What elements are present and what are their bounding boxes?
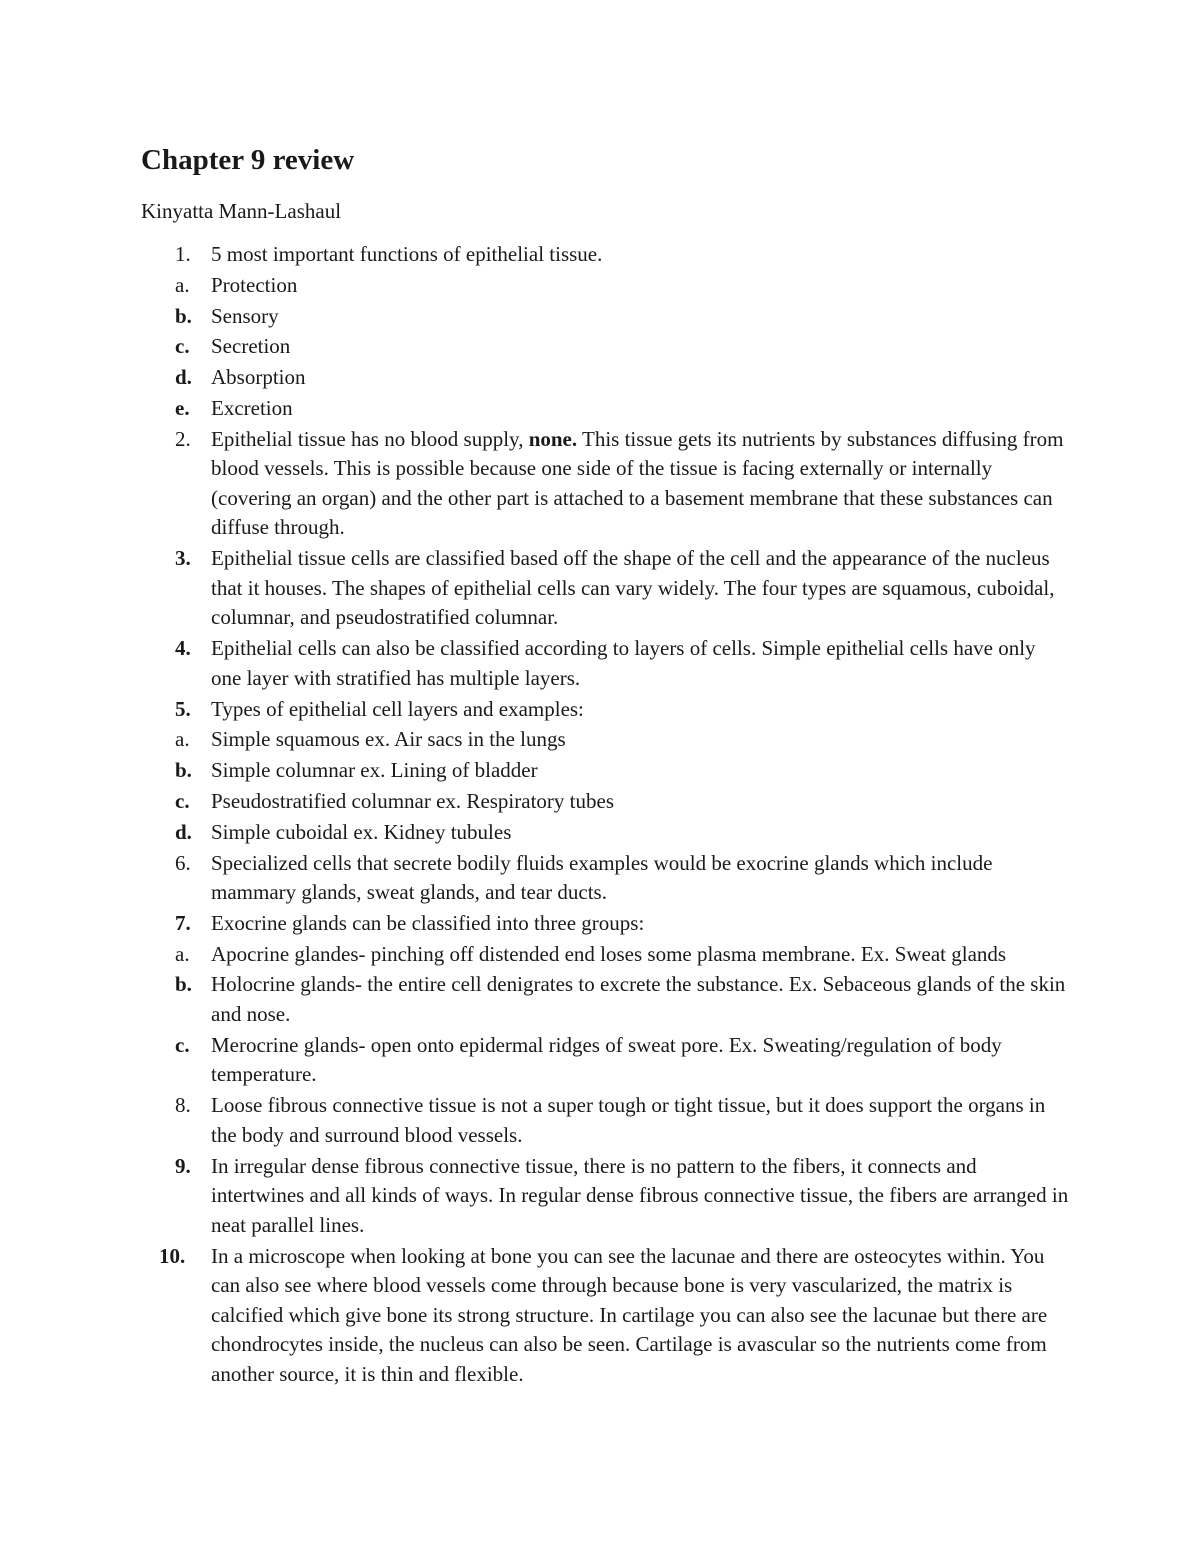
list-item (141, 634, 1071, 693)
list-item-text: In a microscope when looking at bone you can see the lacunae and there are osteocytes within. You can also see where blood vessels come through because bone is very vascularized, the matrix is calcified which give bone its strong structure. In cartilage you can also see the lacunae but there are chondrocytes inside, the nucleus can also be seen. Cartilage is avascular so the nutrients come from another source, it is thin and flexible. (211, 1243, 1048, 1386)
list-marker: 8. (175, 1093, 191, 1118)
list-item (141, 394, 1071, 424)
list-item (141, 940, 1071, 970)
emphasis-text: none. (528, 426, 578, 451)
list-marker: 4. (175, 636, 191, 661)
list-marker: a. (175, 941, 190, 966)
list-item-text: Pseudostratified columnar ex. Respiratory tubes (211, 788, 614, 813)
list-marker: e. (175, 395, 190, 420)
list-item (141, 544, 1071, 633)
list-marker: 10. (159, 1243, 186, 1268)
list-item-text: Types of epithelial cell layers and examples: (211, 696, 584, 721)
list-item-text: Holocrine glands- the entire cell denigrates to excrete the substance. Ex. Sebaceous glands of the skin and nose. (211, 972, 1066, 1027)
list-marker: 9. (175, 1153, 191, 1178)
list-item-text: Merocrine glands- open onto epidermal ridges of sweat pore. Ex. Sweating/regulation of body temperature. (211, 1032, 1002, 1087)
list-item-text: Simple cuboidal ex. Kidney tubules (211, 819, 512, 844)
list-item (141, 240, 1071, 270)
list-item (141, 725, 1071, 755)
list-marker: d. (175, 365, 192, 390)
list-item (141, 1242, 1071, 1390)
document-title: Chapter 9 review (141, 144, 355, 176)
list-marker: b. (175, 758, 192, 783)
list-marker: c. (175, 788, 190, 813)
list-item-text: Epithelial cells can also be classified according to layers of cells. Simple epithelial cells have only one layer with stratified has multiple layers. (211, 636, 1036, 690)
list-item (141, 271, 1071, 301)
list-item (141, 425, 1071, 543)
list-marker: b. (175, 303, 192, 328)
author-name: Kinyatta Mann-Lashaul (141, 199, 342, 223)
list-marker: c. (175, 334, 190, 359)
review-list (141, 240, 1071, 1391)
list-item (141, 1091, 1071, 1150)
list-item (141, 970, 1071, 1029)
list-item (141, 849, 1071, 908)
list-item-text: Absorption (211, 365, 306, 390)
list-item-text: Apocrine glandes- pinching off distended end loses some plasma membrane. Ex. Sweat glands (211, 941, 1007, 966)
list-item-text: Specialized cells that secrete bodily fluids examples would be exocrine glands which include mammary glands, sweat glands, and tear ducts. (211, 850, 993, 905)
list-item (141, 1031, 1071, 1090)
list-item (141, 695, 1071, 725)
list-marker: 2. (175, 426, 191, 451)
list-item-text: 5 most important functions of epithelial tissue. (211, 242, 603, 266)
list-item (141, 787, 1071, 817)
list-item (141, 1152, 1071, 1241)
list-marker: a. (175, 272, 190, 297)
list-item (141, 363, 1071, 393)
list-item (141, 332, 1071, 362)
list-marker: b. (175, 972, 192, 997)
list-item (141, 756, 1071, 786)
list-item-text: Sensory (211, 303, 279, 328)
text-segment: This tissue gets its nutrients by substances diffusing from blood vessels. This is possible because one side of the tissue is facing externally or internally (covering an organ) and the other part is attached to a basement membrane that these substances can diffuse through. (211, 426, 1064, 540)
list-marker: 6. (175, 850, 191, 875)
list-item-text: Epithelial tissue cells are classified based off the shape of the cell and the appearance of the nucleus that it houses. The shapes of epithelial cells can vary widely. The four types are squamous, cuboidal, columnar, and pseudostratified columnar. (211, 546, 1055, 630)
list-marker: 1. (175, 242, 191, 266)
list-marker: 3. (175, 546, 191, 571)
list-item-text: Excretion (211, 395, 293, 420)
list-item-text: Simple columnar ex. Lining of bladder (211, 758, 538, 783)
list-item-text: In irregular dense fibrous connective tissue, there is no pattern to the fibers, it connects and intertwines and all kinds of ways. In regular dense fibrous connective tissue, the fibers are arranged in neat parallel lines. (211, 1153, 1069, 1237)
list-marker: c. (175, 1032, 190, 1057)
list-marker: d. (175, 819, 192, 844)
list-marker: a. (175, 727, 190, 752)
list-item-text: Secretion (211, 334, 291, 359)
list-item-text: Loose fibrous connective tissue is not a super tough or tight tissue, but it does support the organs in the body and surround blood vessels. (211, 1093, 1046, 1147)
list-item-text: Simple squamous ex. Air sacs in the lungs (211, 727, 566, 752)
list-item-text: Protection (211, 272, 298, 297)
list-item (141, 909, 1071, 939)
list-marker: 7. (175, 910, 191, 935)
list-item (141, 302, 1071, 332)
list-marker: 5. (175, 696, 191, 721)
list-item-text: Exocrine glands can be classified into three groups: (211, 910, 645, 935)
text-segment: Epithelial tissue has no blood supply, (211, 426, 529, 451)
list-item (141, 818, 1071, 848)
list-item-text (211, 427, 1063, 540)
